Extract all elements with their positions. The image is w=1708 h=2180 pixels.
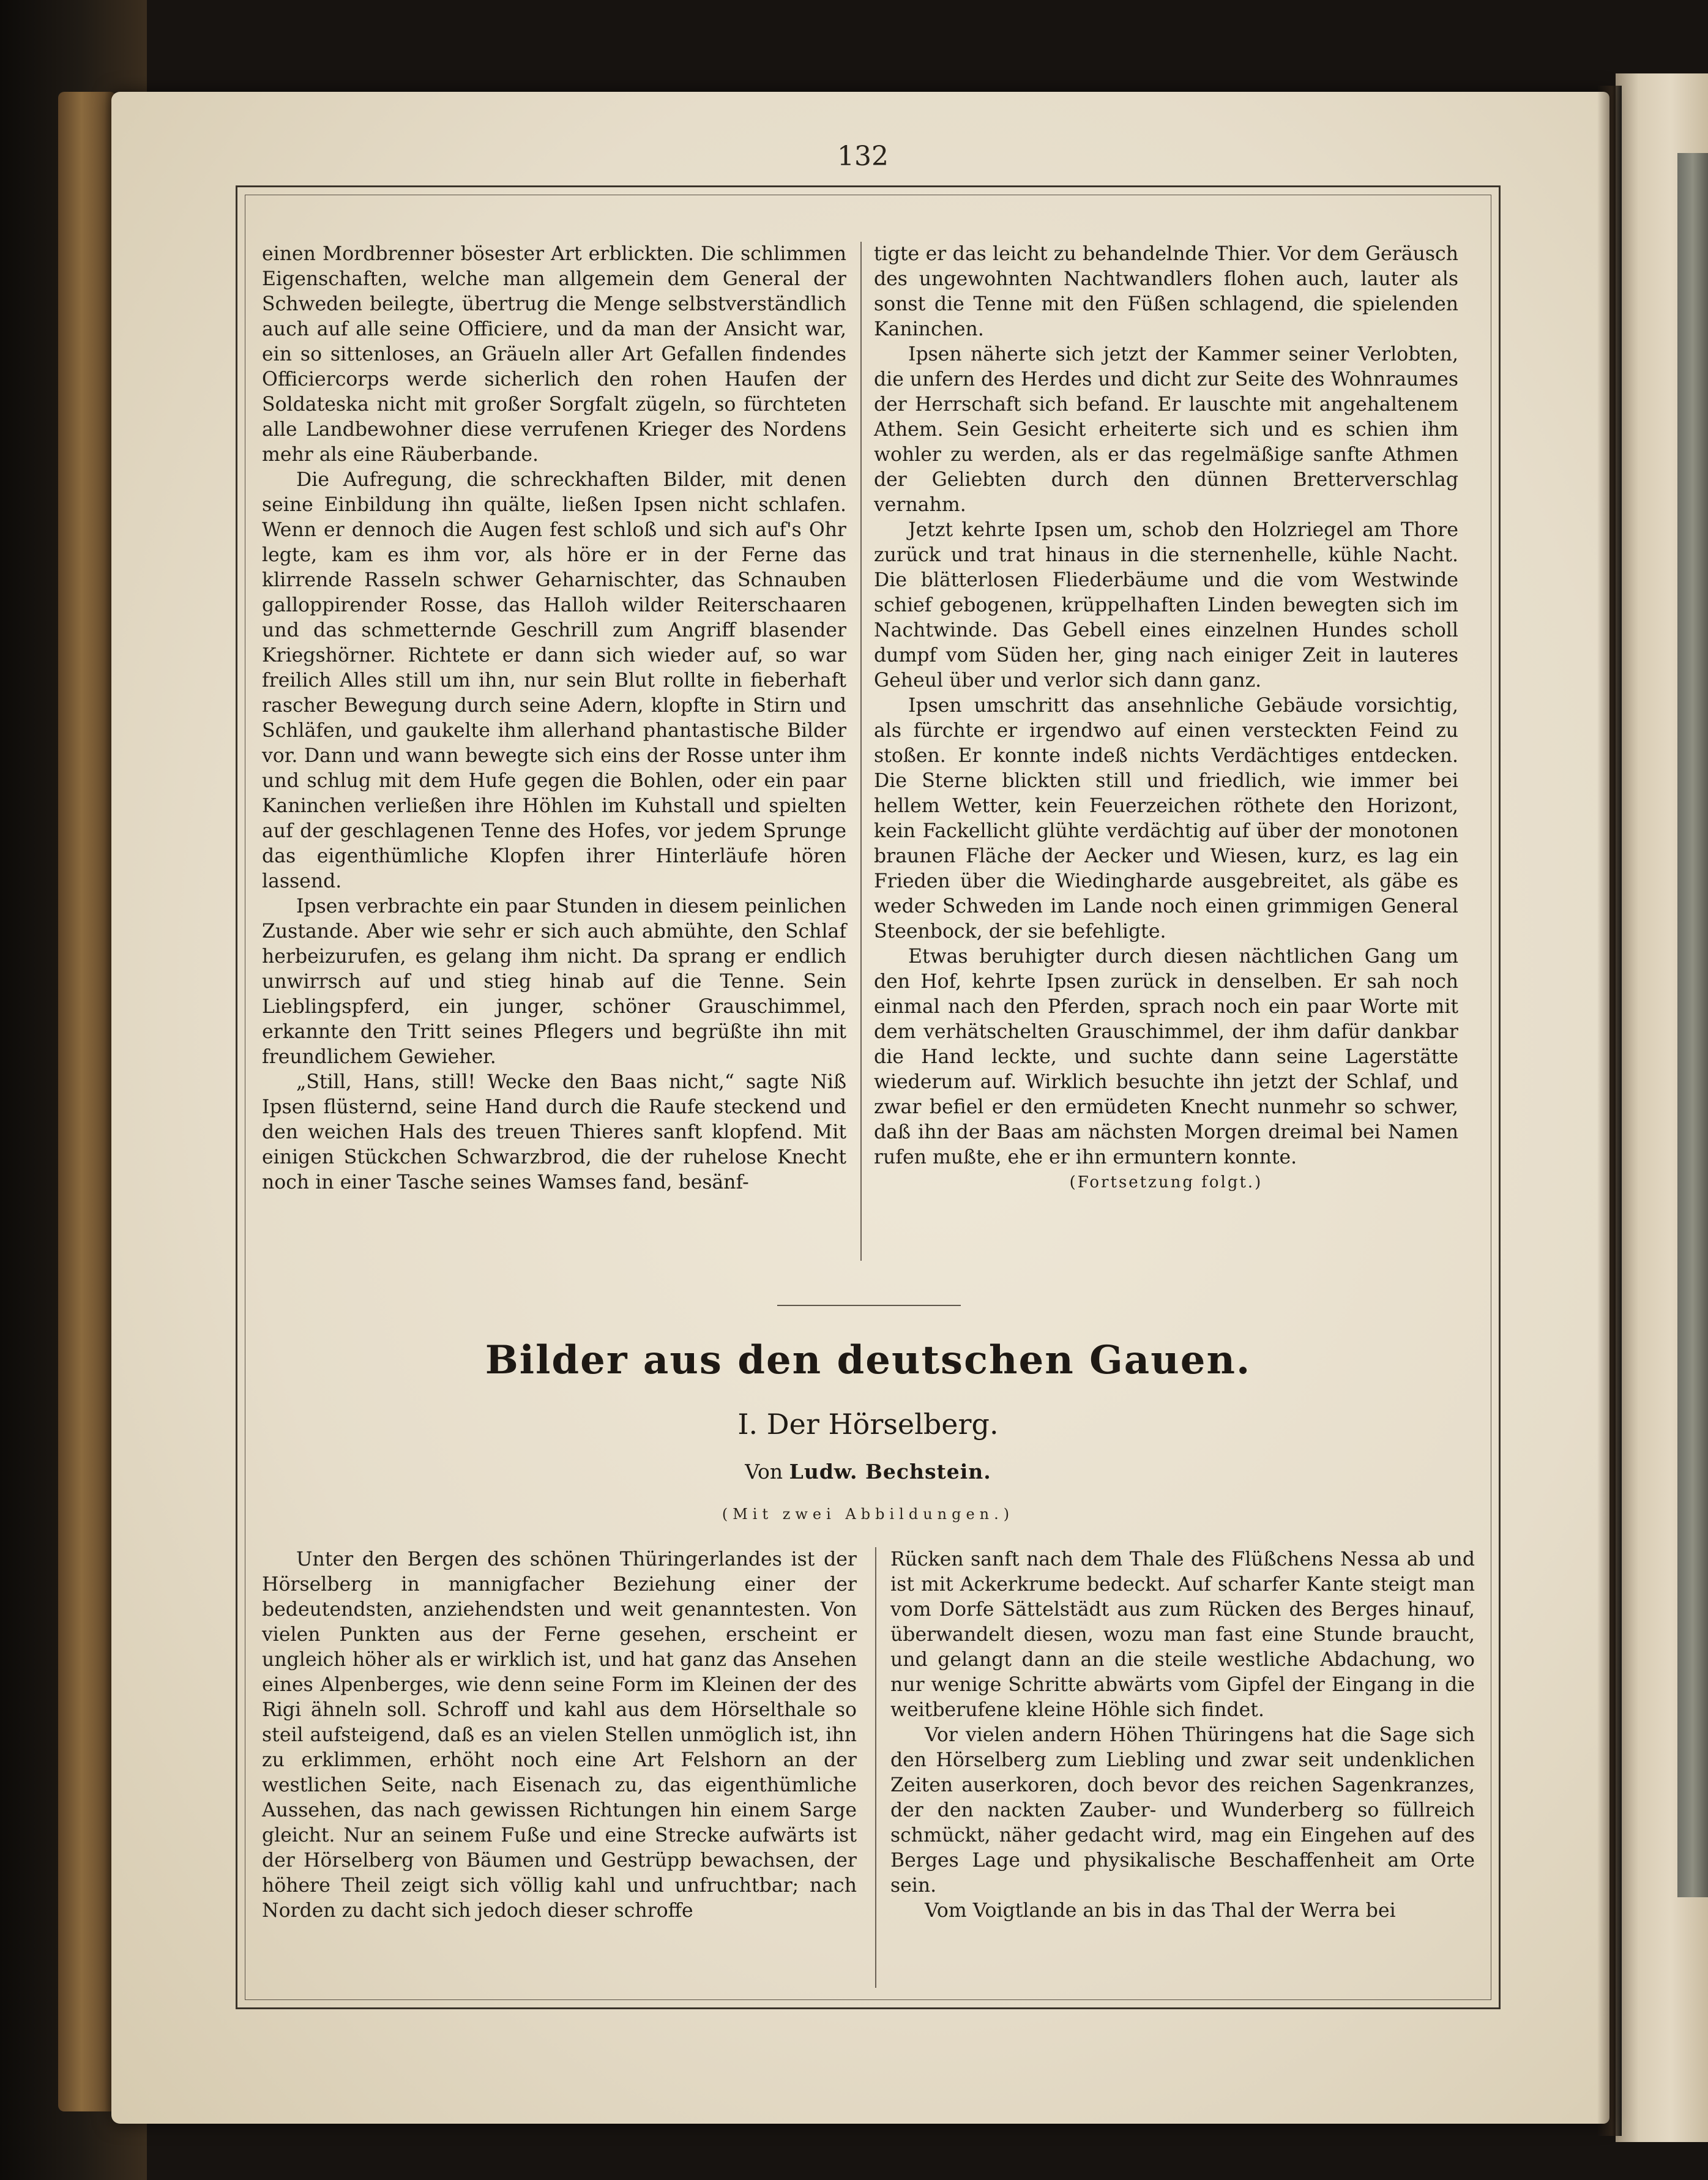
paragraph: einen Mordbrenner bösester Art erblickten. Die schlimmen Eigenschaften, welche man allgemein dem General der Schweden beilegte, übertrug die Menge selbstverständlich auch auf alle seine Officiere, und da man der Ansicht war, ein so sittenloses, an Gräueln aller Art Gefallen findendes Officiercorps werde sicherlich den rohen Haufen der Soldateska nicht mit großer Sorgfalt zügeln, so fürchteten alle Landbewohner diese verrufenen Krieger des Nordens mehr als eine Räuberbande. [262, 243, 846, 466]
article-byline [245, 1460, 1491, 1484]
paragraph: Die Aufregung, die schreckhaften Bilder, mit denen seine Einbildung ihn quälte, ließen Ipsen nicht schlafen. Wenn er dennoch die Augen fest schloß und sich auf's Ohr legte, kam es ihm vor, als höre er in der Ferne das klirrende Rasseln schwer Geharnischter, das Schnauben galloppirender Rosse, das Halloh wilder Reiterschaaren und das schmetternde Geschrill zum Angriff blasender Kriegshörner. Richtete er dann sich wieder auf, so war freilich Alles still um ihn, nur sein Blut rollte in fieberhaft rascher Bewegung durch seine Adern, klopfte in Stirn und Schläfen, und gaukelte ihm allerhand phantastische Bilder vor. Dann und wann bewegte sich eins der Rosse unter ihm und schlug mit dem Hufe gegen die Bohlen, oder ein paar Kaninchen verließen ihre Höhlen im Kuhstall und spielten auf der geschlagenen Tenne des Hofes, vor jedem Sprunge das eigenthümliche Klopfen ihrer Hinterläufe hören lassend. [262, 469, 846, 892]
paragraph: Rücken sanft nach dem Thale des Flüßchens Nessa ab und ist mit Ackerkrume bedeckt. Auf scharfer Kante steigt man vom Dorfe Sättelstädt aus zum Rücken des Berges hinauf, überwandelt diesen, wozu man fast eine Stunde braucht, und gelangt dann an die steile westliche Abdachung, wo nur wenige Schritte abwärts vom Gipfel der Eingang in die weitberufene kleine Höhle sich findet. [890, 1548, 1475, 1721]
top-right-column [874, 242, 1458, 1195]
paragraph: Jetzt kehrte Ipsen um, schob den Holzriegel am Thore zurück und trat hinaus in die sternenhelle, kühle Nacht. Die blätterlosen Fliederbäume und die vom Westwinde schief gebogenen, krüppelhaften Linden bewegten sich im Nachtwinde. Das Gebell eines einzelnen Hundes scholl dumpf vom Süden her, ging nach einiger Zeit in lauteres Geheul über und verlor sich dann ganz. [874, 519, 1458, 692]
article-subtitle: I. Der Hörselberg. [737, 1408, 999, 1441]
paragraph: „Still, Hans, still! Wecke den Baas nicht,“ sagte Niß Ipsen flüsternd, seine Hand durch die Raufe steckend und den weichen Hals des treuen Thieres sanft klopfend. Mit einigen Stückchen Schwarzbrod, die der ruhelose Knecht noch in einer Tasche seines Wamses fand, besänf- [262, 1071, 846, 1193]
paragraph: Vom Voigtlande an bis in das Thal der Werra bei [925, 1900, 1396, 1922]
bottom-left-column [262, 1547, 857, 1924]
column-divider-bottom [875, 1547, 876, 1988]
byline-prefix: Von [745, 1460, 783, 1484]
author-name: Ludw. Bechstein. [789, 1460, 991, 1484]
facing-page-edge [1616, 73, 1708, 2142]
section-separator [777, 1305, 961, 1306]
bottom-right-column [890, 1547, 1475, 1924]
paragraph: Ipsen verbrachte ein paar Stunden in diesem peinlichen Zustande. Aber wie sehr er sich auch abmühte, den Schlaf herbeizurufen, es gelang ihm nicht. Da sprang er endlich unwirrsch auf und stieg hinab auf die Tenne. Sein Lieblingspferd, ein junger, schöner Grauschimmel, erkannte den Tritt seines Pflegers und begrüßte ihn mit freundlichem Gewieher. [262, 895, 846, 1068]
column-divider-top [860, 242, 862, 1261]
facing-page-illustration-strip [1677, 153, 1708, 1897]
paragraph: Ipsen näherte sich jetzt der Kammer seiner Verlobten, die unfern des Herdes und dicht zur Seite des Wohnraumes der Herrschaft sich befand. Er lauschte mit angehaltenem Athem. Sein Gesicht erheiterte sich und es schien ihm wohler zu werden, als er das regelmäßige sanfte Athmen der Geliebten durch den dünnen Bretterverschlag vernahm. [874, 343, 1458, 516]
paragraph: Unter den Bergen des schönen Thüringerlandes ist der Hörselberg in mannigfacher Beziehung einer der bedeutendsten, anziehendsten und weit genanntesten. Von vielen Punkten aus der Ferne gesehen, erscheint er ungleich höher als er wirklich ist, und hat ganz das Ansehen eines Alpenberges, wie denn seine Form im Kleinen der des Rigi ähneln soll. Schroff und kahl aus dem Hörselthale so steil aufsteigend, daß es an vielen Stellen unmöglich ist, ihn zu erklimmen, erhöht noch eine Art Felshorn an der westlichen Seite, nach Eisenach zu, das eigenthümliche Aussehen, das nach gewissen Richtungen hin einem Sarge gleicht. Nur an seinem Fuße und eine Strecke aufwärts ist der Hörselberg von Bäumen und Gestrüpp bewachsen, der höhere Theil zeigt sich völlig kahl und unfruchtbar; nach Norden zu dacht sich jedoch dieser schroffe [262, 1548, 857, 1922]
continuation-note: (Fortsetzung folgt.) [1069, 1173, 1263, 1192]
paragraph: Ipsen umschritt das ansehnliche Gebäude vorsichtig, als fürchte er irgendwo auf einen versteckten Feind zu stoßen. Er konnte indeß nichts Verdächtiges entdecken. Die Sterne blickten still und friedlich, wie immer bei hellem Wetter, kein Feuerzeichen röthete den Horizont, kein Fackellicht glühte verdächtig auf über der monotonen braunen Fläche der Aecker und Wiesen, kurz, es lag ein Frieden über die Wiedingharde ausgebreitet, als gäbe es weder Schweden im Lande noch einen grimmigen General Steenbock, der sie befehligte. [874, 695, 1458, 943]
page-gutter-shadow [1597, 86, 1622, 2136]
book-spine-edge [58, 92, 116, 2111]
paragraph: Vor vielen andern Höhen Thüringens hat die Sage sich den Hörselberg zum Liebling und zwar seit undenklichen Zeiten auserkoren, doch bevor des reichen Sagenkranzes, der den nackten Zauber- und Wunderberg so füllreich schmückt, näher gedacht wird, mag ein Eingehen auf des Berges Lage und physikalische Beschaffenheit am Orte sein. [890, 1724, 1475, 1897]
paragraph: Etwas beruhigter durch diesen nächtlichen Gang um den Hof, kehrte Ipsen zurück in denselben. Er sah noch einmal nach den Pferden, sprach noch ein paar Worte mit dem verhätschelten Grauschimmel, der ihm dafür dankbar die Hand leckte, und suchte dann seine Lagerstätte wiederum auf. Wirklich besuchte ihn jetzt der Schlaf, und zwar befiel er den ermüdeten Knecht nunmehr so schwer, daß ihn der Baas am nächsten Morgen dreimal bei Namen rufen mußte, ehe er ihn ermuntern konnte. [874, 946, 1458, 1168]
paragraph: tigte er das leicht zu behandelnde Thier. Vor dem Geräusch des ungewohnten Nachtwandlers flohen auch, lauter als sonst die Tenne mit den Füßen schlagend, die spielenden Kaninchen. [874, 243, 1458, 340]
top-left-column [262, 242, 846, 1195]
illustration-note: (Mit zwei Abbildungen.) [722, 1506, 1015, 1523]
page-number: 132 [837, 141, 889, 172]
article-title: Bilder aus den deutschen Gauen. [485, 1337, 1251, 1383]
